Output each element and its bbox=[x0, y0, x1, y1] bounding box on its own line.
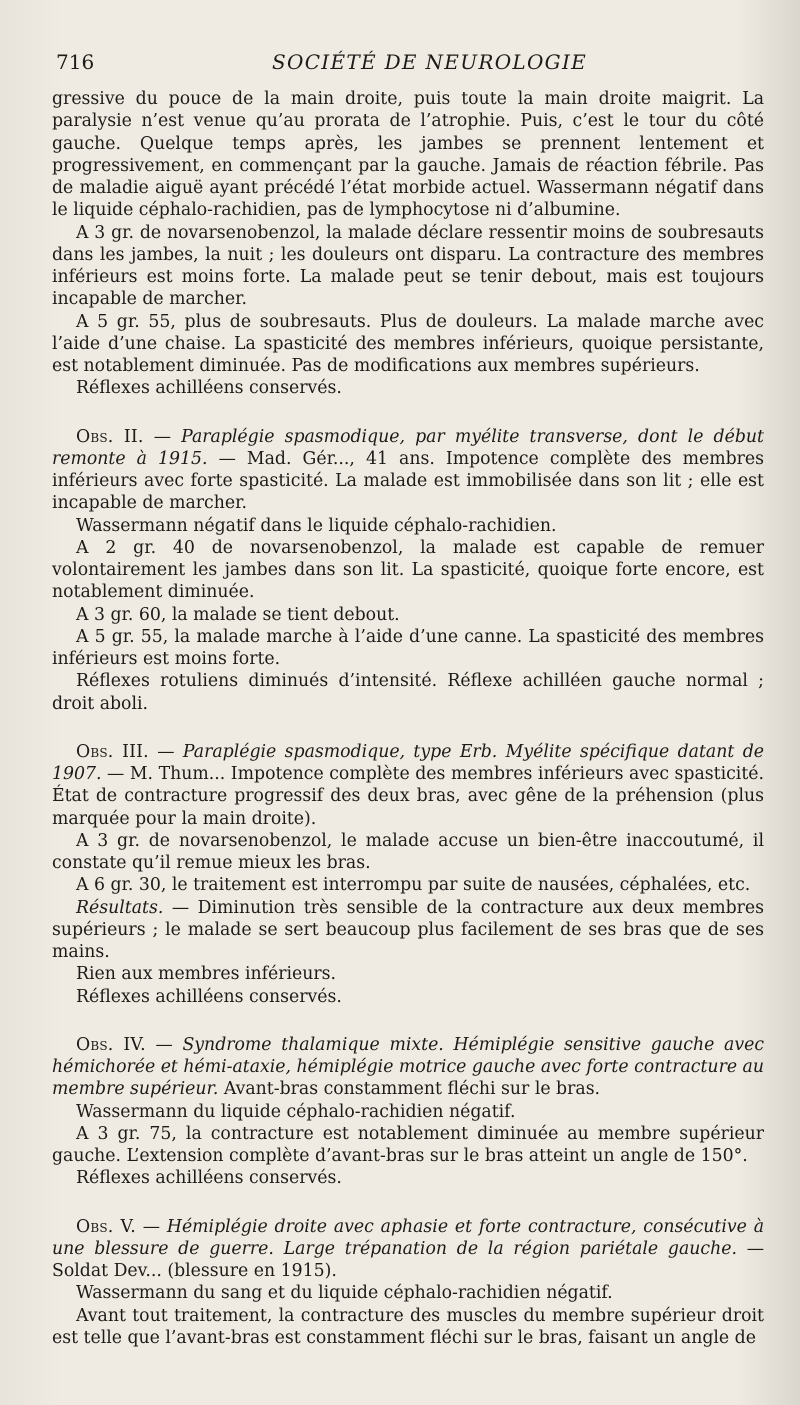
observation-iii-paragraph-1: A 3 gr. de novarsenobenzol, le malade accuse un bien-être inaccoutumé, il constate qu’il remue mieux les bras. bbox=[52, 830, 764, 873]
observation-v-italic: — Hémiplégie droite avec aphasie et forte contracture, consécutive à une blessure de guerre. Large trépanation de la région pariétale gauche. bbox=[52, 1216, 765, 1259]
observation-ii-label: Obs. II. bbox=[76, 426, 144, 447]
observation-iv-title bbox=[52, 1034, 764, 1101]
observation-v-title bbox=[52, 1216, 764, 1283]
observation-iv-paragraph-2: A 3 gr. 75, la contracture est notablement diminuée au membre supérieur gauche. L’extension complète d’avant-bras sur le bras atteint un angle de 150°. bbox=[52, 1123, 764, 1166]
observation-v-label: Obs. V. bbox=[76, 1216, 136, 1237]
observation-iii-results bbox=[52, 897, 764, 964]
paragraph-intro-3: A 5 gr. 55, plus de soubresauts. Plus de douleurs. La malade marche avec l’aide d’une chaise. La spasticité des membres inférieurs, quoique persistante, est notablement diminuée. Pas de modifications aux membres supérieurs. bbox=[52, 311, 764, 376]
observation-iii-label: Obs. III. bbox=[76, 741, 149, 762]
observation-iii-results-label: Résultats. bbox=[76, 897, 164, 918]
observation-ii-paragraph-3: A 3 gr. 60, la malade se tient debout. bbox=[76, 604, 400, 625]
observation-iii-paragraph-3: Rien aux membres inférieurs. bbox=[76, 964, 337, 985]
page-header bbox=[56, 50, 764, 74]
observation-iii-paragraph-4: Réflexes achilléens conservés. bbox=[76, 986, 342, 1007]
page-body bbox=[52, 88, 764, 1349]
running-title: SOCIÉTÉ DE NEUROLOGIE bbox=[272, 50, 588, 74]
paragraph-intro-2: A 3 gr. de novarsenobenzol, la malade déclare ressentir moins de soubresauts dans les jambes, la nuit ; les douleurs ont disparu. La contracture des membres inférieurs est moins forte. La malade peut se tenir debout, mais est toujours incapable de marcher. bbox=[52, 222, 764, 310]
observation-iii-paragraph-2: A 6 gr. 30, le traitement est interrompu par suite de nausées, céphalées, etc. bbox=[76, 875, 751, 896]
observation-iv-paragraph-3: Réflexes achilléens conservés. bbox=[76, 1168, 342, 1189]
observation-ii-italic: — Paraplégie spasmodique, par myélite transverse, dont le début remonte à 1915. bbox=[52, 426, 764, 469]
observation-ii-paragraph-5: Réflexes rotuliens diminués d’intensité. Réflexe achilléen gauche normal ; droit aboli. bbox=[52, 671, 764, 714]
observation-iii-title bbox=[52, 741, 764, 830]
observation-ii-title bbox=[52, 426, 764, 515]
paragraph-intro-1: gressive du pouce de la main droite, puis toute la main droite maigrit. La paralysie n’est venue qu’au prorata de l’atrophie. Puis, c’est le tour du côté gauche. Quelque temps après, les jambes se prennent lentement et progressivement, en commençant par la gauche. Jamais de réaction fébrile. Pas de maladie aiguë ayant précédé l’état morbide actuel. Wassermann négatif dans le liquide céphalo-rachidien, pas de lymphocytose ni d’albumine. bbox=[52, 89, 764, 221]
observation-iv-label: Obs. IV. bbox=[76, 1034, 146, 1055]
observation-v-rest: — Soldat Dev... (blessure en 1915). bbox=[52, 1238, 764, 1281]
observation-iii-rest: — M. Thum... Impotence complète des membres inférieurs avec spasticité. État de contracture progressif des deux bras, avec gêne de la préhension (plus marquée pour la main droite). bbox=[52, 764, 764, 829]
observation-iv-rest: Avant-bras constamment fléchi sur le bras. bbox=[218, 1079, 601, 1100]
observation-v-paragraph-2: Avant tout traitement, la contracture des muscles du membre supérieur droit est telle que l’avant-bras est constamment fléchi sur le bras, faisant un angle de bbox=[52, 1305, 764, 1348]
observation-v-paragraph-1: Wassermann du sang et du liquide céphalo-rachidien négatif. bbox=[76, 1283, 613, 1304]
observation-iii-results-text: — Diminution très sensible de la contracture aux deux membres supérieurs ; le malade se sert beaucoup plus facilement de ses bras que de ses mains. bbox=[52, 897, 764, 962]
observation-ii-paragraph-1: Wassermann négatif dans le liquide céphalo-rachidien. bbox=[76, 515, 557, 536]
observation-iii-italic: — Paraplégie spasmodique, type Erb. Myélite spécifique datant de 1907. bbox=[52, 741, 764, 784]
observation-ii-paragraph-2: A 2 gr. 40 de novarsenobenzol, la malade est capable de remuer volontairement les jambes dans son lit. La spasticité, quoique forte encore, est notablement diminuée. bbox=[52, 537, 764, 603]
observation-ii-rest: — Mad. Gér..., 41 ans. Impotence complète des membres inférieurs avec forte spasticité. La malade est immobilisée dans son lit ; elle est incapable de marcher. bbox=[52, 448, 764, 514]
paragraph-intro-4: Réflexes achilléens conservés. bbox=[76, 378, 342, 399]
observation-ii-paragraph-4: A 5 gr. 55, la malade marche à l’aide d’une canne. La spasticité des membres inférieurs est moins forte. bbox=[52, 626, 764, 669]
observation-iv-italic: — Syndrome thalamique mixte. Hémiplégie sensitive gauche avec hémichorée et hémi-ataxie, hémiplégie motrice gauche avec forte contracture au membre supérieur. bbox=[52, 1034, 764, 1100]
page-number: 716 bbox=[56, 50, 95, 74]
observation-iv-paragraph-1: Wassermann du liquide céphalo-rachidien négatif. bbox=[76, 1101, 516, 1122]
